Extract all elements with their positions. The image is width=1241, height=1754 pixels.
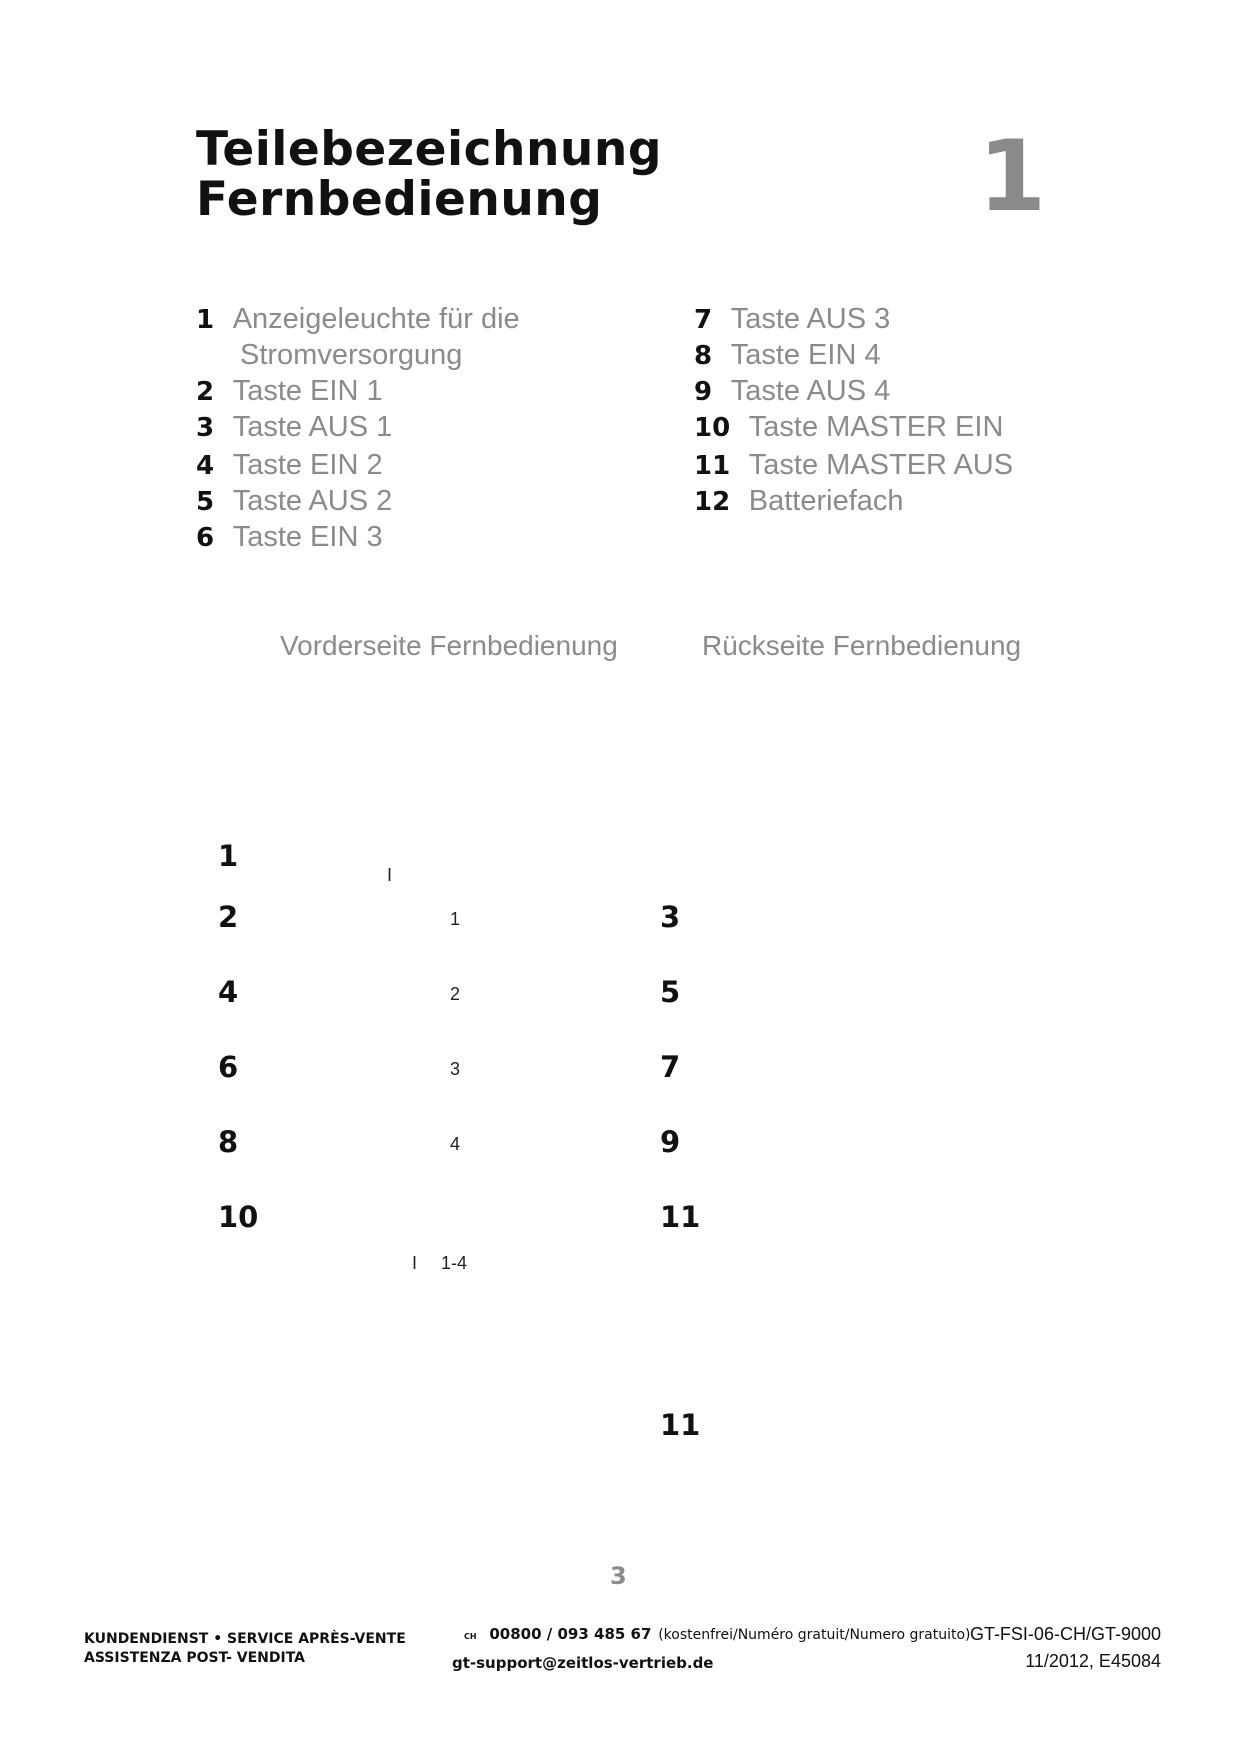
callout-number: 3 xyxy=(660,900,681,934)
legend-item xyxy=(694,341,881,370)
legend-item-label: Taste EIN 3 xyxy=(232,521,383,553)
legend-item-number: 3 xyxy=(196,413,215,443)
legend-item-label: Taste MASTER AUS xyxy=(748,449,1014,481)
key-mark: 3 xyxy=(450,1059,461,1079)
legend-item-label: Taste EIN 1 xyxy=(232,375,383,407)
legend-item-label: Batteriefach xyxy=(748,485,904,517)
callout-number: 11 xyxy=(660,1408,701,1442)
country-code: CH xyxy=(464,1632,477,1641)
key-mark: 1-4 xyxy=(441,1253,468,1273)
callout-number: 7 xyxy=(660,1050,681,1084)
callout-number: 11 xyxy=(660,1200,701,1234)
legend-item-number: 4 xyxy=(196,451,215,481)
legend-item xyxy=(196,413,392,442)
legend-item-number: 9 xyxy=(694,377,713,407)
legend-item xyxy=(196,451,383,480)
legend-item xyxy=(196,305,520,334)
callout-number: 10 xyxy=(218,1200,259,1234)
callout-number: 8 xyxy=(218,1125,239,1159)
legend-item xyxy=(694,305,890,334)
title-line-1: Teilebezeichnung xyxy=(196,122,662,177)
legend-item-number: 1 xyxy=(196,305,215,335)
key-mark: 1 xyxy=(450,909,461,929)
callout-number: 2 xyxy=(218,900,239,934)
footer-model: GT-FSI-06-CH/GT-9000 xyxy=(969,1624,1161,1644)
footer-email-line xyxy=(452,1656,713,1671)
legend-item xyxy=(196,377,383,406)
footer-phone-note: (kostenfrei/Numéro gratuit/Numero gratuito) xyxy=(658,1627,971,1643)
key-mark: I xyxy=(412,1253,418,1273)
legend-item xyxy=(196,523,383,552)
legend-item-number: 12 xyxy=(694,487,731,517)
legend-item-label: Taste EIN 2 xyxy=(232,449,383,481)
legend-item-number: 10 xyxy=(694,413,731,443)
legend-item-continuation xyxy=(240,341,462,370)
legend-item-label: Taste EIN 4 xyxy=(730,339,881,371)
front-view-caption: Vorderseite Fernbedienung xyxy=(280,630,618,661)
legend-item-label: Taste AUS 1 xyxy=(232,411,393,443)
back-view-caption: Rückseite Fernbedienung xyxy=(702,630,1022,661)
page-number: 3 xyxy=(610,1562,627,1590)
legend-item-number: 6 xyxy=(196,523,215,553)
key-mark: 2 xyxy=(450,984,461,1004)
legend-item-number: 8 xyxy=(694,341,713,371)
footer-phone-line xyxy=(464,1627,971,1642)
footer-phone: 00800 / 093 485 67 xyxy=(489,1625,652,1643)
legend-item xyxy=(196,487,392,516)
callout-number: 6 xyxy=(218,1050,239,1084)
legend-item xyxy=(694,487,904,516)
legend-item-label: Taste AUS 4 xyxy=(730,375,891,407)
legend-item-label: Taste MASTER EIN xyxy=(748,411,1004,443)
legend-item-number: 2 xyxy=(196,377,215,407)
title-line-2: Fernbedienung xyxy=(196,172,603,227)
legend-item-number: 11 xyxy=(694,451,731,481)
key-mark: 4 xyxy=(450,1134,461,1154)
legend-item xyxy=(694,451,1013,480)
callout-number: 4 xyxy=(218,975,239,1009)
legend-item xyxy=(694,377,890,406)
key-mark: I xyxy=(387,865,393,885)
legend-item-label: Taste AUS 3 xyxy=(730,303,891,335)
callout-number: 5 xyxy=(660,975,681,1009)
legend-item-number: 7 xyxy=(694,305,713,335)
legend-item-label: Taste AUS 2 xyxy=(232,485,393,517)
callout-number: 1 xyxy=(218,839,239,873)
footer-service-line-2: ASSISTENZA POST- VENDITA xyxy=(84,1650,306,1666)
legend-item-number: 5 xyxy=(196,487,215,517)
chapter-number: 1 xyxy=(978,120,1047,234)
footer-date-code: 11/2012, E45084 xyxy=(1025,1651,1161,1671)
footer-service-line-1: KUNDENDIENST • SERVICE APRÈS-VENTE xyxy=(84,1631,406,1647)
footer-email: gt-support@zeitlos-vertrieb.de xyxy=(452,1654,714,1672)
legend-item-label: Stromversorgung xyxy=(240,339,463,371)
callout-number: 9 xyxy=(660,1125,681,1159)
legend-item-label: Anzeigeleuchte für die xyxy=(232,303,520,335)
legend-item xyxy=(694,413,1003,442)
